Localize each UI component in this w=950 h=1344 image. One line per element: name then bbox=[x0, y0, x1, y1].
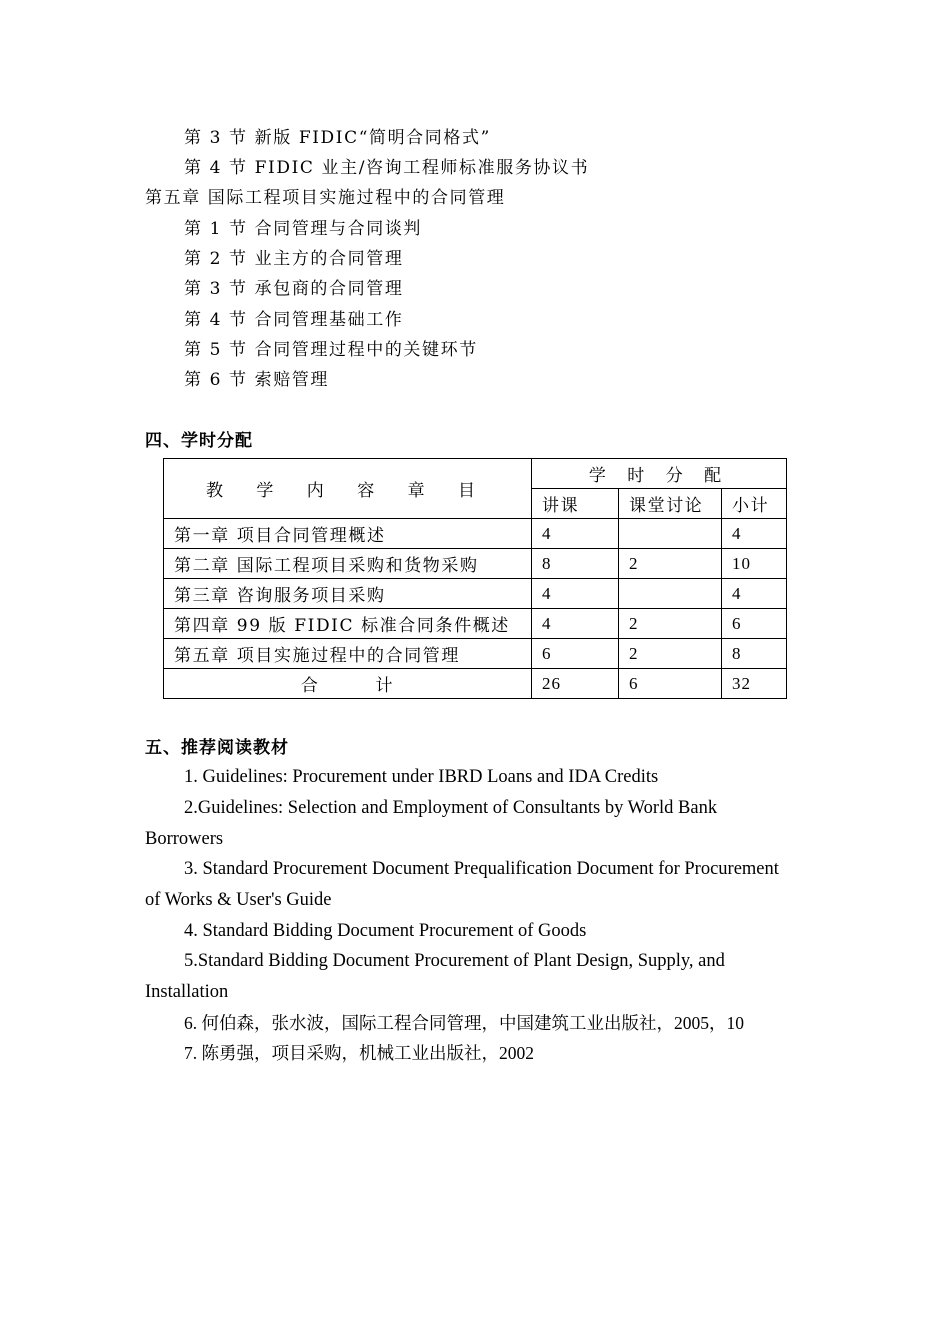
row-lecture: 8 bbox=[532, 549, 619, 579]
table-row bbox=[164, 639, 787, 669]
row-lecture: 6 bbox=[532, 639, 619, 669]
toc-section-ch4-4: 第 4 节 FIDIC 业主/咨询工程师标准服务协议书 bbox=[184, 158, 590, 178]
subheader-discussion: 课堂讨论 bbox=[619, 489, 722, 519]
toc-section-ch5-6: 第 6 节 索赔管理 bbox=[184, 370, 330, 390]
reference-item: 3. Standard Procurement Document Prequalification Document for Procurement bbox=[184, 859, 779, 879]
total-discussion: 6 bbox=[619, 669, 722, 699]
reference-item-continued: Installation bbox=[145, 982, 229, 1002]
header-hours-cell: 学 时 分 配 bbox=[532, 459, 787, 489]
header-content-cell: 教 学 内 容 章 目 bbox=[164, 459, 532, 519]
table-total-row bbox=[164, 669, 787, 699]
row-lecture: 4 bbox=[532, 609, 619, 639]
table-header-row bbox=[164, 459, 787, 489]
reference-item: 1. Guidelines: Procurement under IBRD Loans and IDA Credits bbox=[184, 767, 659, 787]
subheader-subtotal: 小计 bbox=[722, 489, 787, 519]
section-heading-readings: 五、推荐阅读教材 bbox=[145, 738, 289, 758]
table-row bbox=[164, 609, 787, 639]
toc-section-ch5-3: 第 3 节 承包商的合同管理 bbox=[184, 279, 404, 299]
row-subtotal: 8 bbox=[722, 639, 787, 669]
row-discussion: 2 bbox=[619, 609, 722, 639]
reference-item-continued: Borrowers bbox=[145, 829, 224, 849]
row-lecture: 4 bbox=[532, 579, 619, 609]
reference-item-continued: of Works & User's Guide bbox=[145, 890, 332, 910]
row-subtotal: 10 bbox=[722, 549, 787, 579]
row-subtotal: 4 bbox=[722, 519, 787, 549]
reference-item: 4. Standard Bidding Document Procurement of Goods bbox=[184, 921, 587, 941]
toc-section-ch5-1: 第 1 节 合同管理与合同谈判 bbox=[184, 219, 423, 239]
row-subtotal: 6 bbox=[722, 609, 787, 639]
reference-item: 6. 何伯森，张水波，国际工程合同管理，中国建筑工业出版社，2005，10 bbox=[184, 1013, 744, 1033]
row-chapter: 第一章 项目合同管理概述 bbox=[164, 519, 532, 549]
row-discussion bbox=[619, 579, 722, 609]
toc-section-ch5-4: 第 4 节 合同管理基础工作 bbox=[184, 310, 404, 330]
total-label: 合 计 bbox=[164, 669, 532, 699]
subheader-lecture: 讲课 bbox=[532, 489, 619, 519]
total-subtotal: 32 bbox=[722, 669, 787, 699]
row-discussion bbox=[619, 519, 722, 549]
row-chapter: 第三章 咨询服务项目采购 bbox=[164, 579, 532, 609]
hours-allocation-table bbox=[163, 458, 787, 699]
total-lecture: 26 bbox=[532, 669, 619, 699]
toc-section-ch5-5: 第 5 节 合同管理过程中的关键环节 bbox=[184, 340, 478, 360]
section-heading-hours: 四、学时分配 bbox=[145, 431, 253, 451]
reference-item: 7. 陈勇强，项目采购，机械工业出版社，2002 bbox=[184, 1043, 534, 1063]
toc-chapter-5-title: 第五章 国际工程项目实施过程中的合同管理 bbox=[145, 188, 506, 208]
row-chapter: 第四章 99 版 FIDIC 标准合同条件概述 bbox=[164, 609, 532, 639]
row-lecture: 4 bbox=[532, 519, 619, 549]
row-discussion: 2 bbox=[619, 549, 722, 579]
row-subtotal: 4 bbox=[722, 579, 787, 609]
row-chapter: 第五章 项目实施过程中的合同管理 bbox=[164, 639, 532, 669]
toc-section-ch5-2: 第 2 节 业主方的合同管理 bbox=[184, 249, 404, 269]
row-discussion: 2 bbox=[619, 639, 722, 669]
reference-item: 2.Guidelines: Selection and Employment of Consultants by World Bank bbox=[184, 798, 718, 818]
table-row bbox=[164, 519, 787, 549]
reference-item: 5.Standard Bidding Document Procurement of Plant Design, Supply, and bbox=[184, 951, 725, 971]
toc-section-ch4-3: 第 3 节 新版 FIDIC“简明合同格式” bbox=[184, 128, 491, 148]
row-chapter: 第二章 国际工程项目采购和货物采购 bbox=[164, 549, 532, 579]
table-row bbox=[164, 549, 787, 579]
table-row bbox=[164, 579, 787, 609]
